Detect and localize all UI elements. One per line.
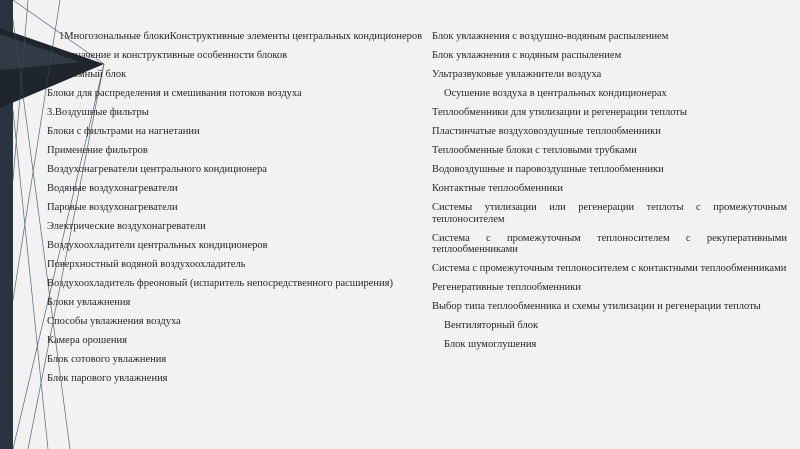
toc-item: Выбор типа теплообменника и схемы утилизации и регенерации теплоты — [432, 301, 761, 312]
toc-item: Камера орошения — [47, 335, 127, 346]
toc-item: Воздухонагреватели центрального кондиционера — [47, 164, 267, 175]
toc-item: Блок сотового увлажнения — [47, 354, 167, 365]
toc-item: Ультразвуковые увлажнители воздуха — [432, 69, 602, 80]
toc-item: Блок парового увлажнения — [47, 373, 168, 384]
toc-item: Блоки увлажнения — [47, 297, 131, 308]
toc-item: Применение фильтров — [47, 145, 148, 156]
toc-item: Водовоздушные и паровоздушные теплообменники — [432, 164, 664, 175]
toc-item: Вентиляторный блок — [444, 320, 539, 331]
toc-item: Системы утилизации или регенерации теплоты с промежуточным теплоносителем — [432, 202, 787, 225]
toc-item: Блоки с фильтрами на нагнетании — [47, 126, 200, 137]
toc-item: Контактные теплообменники — [432, 183, 563, 194]
toc-item: Назначение и конструктивные особенности блоков — [59, 50, 288, 61]
toc-item: Система с промежуточным теплоносителем с контактными теплообменниками — [432, 263, 787, 274]
toc-item: Регенеративные теплообменники — [432, 282, 581, 293]
toc-item: Блок шумоглушения — [444, 339, 537, 350]
toc-item: Паровые воздухонагреватели — [47, 202, 178, 213]
toc-item: Блоки для распределения и смешивания потоков воздуха — [47, 88, 302, 99]
toc-item: Теплообменные блоки с тепловыми трубками — [432, 145, 637, 156]
toc-item: Поверхностный водяной воздухоохладитель — [47, 259, 246, 270]
toc-item: 2.Приемный блок — [47, 69, 127, 80]
right-column — [432, 31, 787, 358]
toc-item: Блок увлажнения с водяным распылением — [432, 50, 622, 61]
toc-item: Водяные воздухонагреватели — [47, 183, 178, 194]
toc-item: Осушение воздуха в центральных кондиционерах — [444, 88, 667, 99]
toc-item: Блок увлажнения с воздушно-водяным распылением — [432, 31, 669, 42]
toc-item: Воздухоохладители центральных кондиционеров — [47, 240, 268, 251]
left-column — [47, 31, 426, 392]
toc-item: Электрические воздухонагреватели — [47, 221, 206, 232]
toc-item: Теплообменники для утилизации и регенерации теплоты — [432, 107, 687, 118]
toc-item: Способы увлажнения воздуха — [47, 316, 181, 327]
toc-item: Система с промежуточным теплоносителем с рекуперативными теплообменниками — [432, 232, 787, 255]
toc-item: 3.Воздушные фильтры — [47, 107, 149, 118]
toc-item: Воздухоохладитель фреоновый (испаритель непосредственного расширения) — [47, 278, 393, 289]
toc-item: Пластинчатые воздуховоздушные теплообменники — [432, 126, 661, 137]
toc-item: 1Многозональные блокиКонструктивные элементы центральных кондиционеров — [59, 31, 423, 42]
